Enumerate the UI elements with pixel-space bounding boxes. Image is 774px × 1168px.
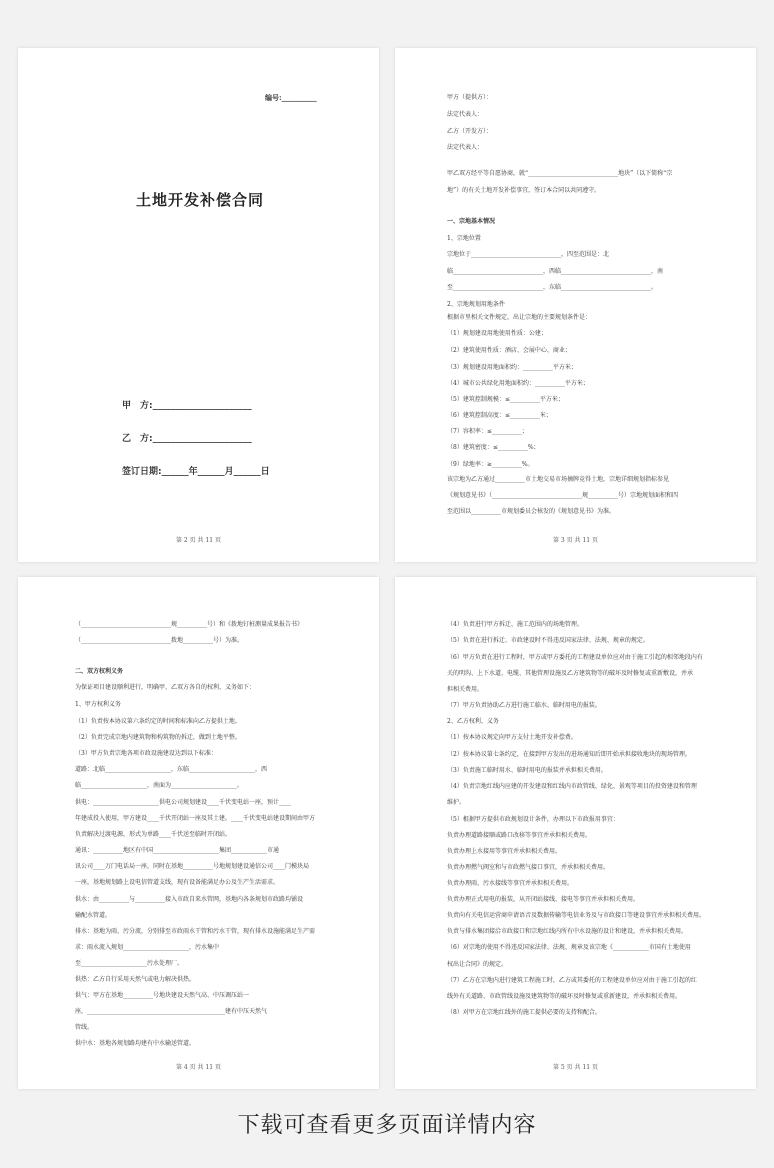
contract-text-line: （1）负责按本协议第六条约定的时间和标准向乙方提供土地。: [75, 718, 241, 725]
contract-text-line: 法定代表人：: [447, 111, 484, 118]
contract-text-line: 甲乙双方经平等自愿协商，就“______________________________地块”（以下简称“宗: [447, 170, 673, 177]
page-number: 第 3 页 共 11 页: [553, 537, 598, 544]
contract-text-line: 负责办理正式用电的报装，从开闭站接线、接电等事宜并承担相关费用。: [447, 896, 640, 903]
contract-text-line: （2）建筑使用性质：酒店、会展中心、商业；: [447, 347, 571, 354]
contract-text-line: 求：雨水流入规划______________________，污水集中: [75, 944, 220, 951]
contract-text-line: 关的明沟、上下水道、电缆、其他管理设施及乙方建筑物等的破坏及时修复或重新敷设，并承: [447, 670, 694, 677]
contract-page-3: [18, 577, 379, 1089]
contract-text-line: （6）对宗地的使用不得违反国家法律、法规、规章及该宗地《____________市国有土地使用: [447, 944, 691, 951]
contract-text-line: 负责办理道路接顺或路口改移等事宜并承担相关费用。: [447, 832, 592, 839]
contract-page-4: [395, 577, 756, 1089]
contract-text-line: 1、宗地位置: [447, 235, 481, 242]
contract-text-line: 2、乙方权利、义务: [447, 718, 499, 725]
contract-text-line: （6）建筑控制高度：≤__________米；: [447, 412, 552, 419]
page-number: 第 2 页 共 11 页: [176, 537, 221, 544]
contract-text-line: （7）甲方负责协助乙方进行施工临水、临时用电的报装。: [447, 702, 601, 709]
contract-text-line: 维护。: [447, 799, 466, 806]
contract-text-line: 为保证项目建设顺利进行，明确甲、乙双方各自的权利、义务如下：: [75, 684, 256, 691]
contract-text-line: 至范围以__________市规划委员会核发的《规划意见书》为准。: [447, 508, 616, 515]
contract-text-line: 负责办理雨、污水接线等事宜并承担相关费用。: [447, 880, 574, 887]
contract-text-line: （1）按本协议规定向甲方支付土地开发补偿费。: [447, 734, 577, 741]
contract-text-line: 权出让合同》的规定。: [447, 961, 508, 968]
contract-text-line: 1、甲方权利义务: [75, 701, 121, 708]
contract-text-line: 地”）的有关土地开发补偿事宜，签订本合同以共同遵守。: [447, 187, 601, 194]
contract-text-line: （3）甲方负责宗地各项市政设施建设达到以下标准：: [75, 750, 217, 757]
contract-text-line: 2、宗地规划用地条件: [447, 301, 505, 308]
contract-text-line: 至______________________________，东临______________________________。: [447, 284, 658, 291]
contract-text-line: （4）负责进行甲方拆迁、施工范围内的场地管理。: [447, 621, 583, 628]
contract-text-line: 年建成投入使用，甲方建设____千伏开闭站一座及其土建。____千伏变电站建设期间由甲方: [75, 815, 316, 822]
contract-text-line: （7）乙方在宗地内进行建筑工程施工时，乙方或其委托的工程建设单位应对由于施工引起的红: [447, 977, 697, 984]
contract-text-line: （______________________________规__________号）和《拨地钉桩测量成果报告书》: [75, 621, 304, 628]
section-heading: 二、双方权利义务: [75, 668, 124, 675]
contract-text-line: 临______________________，南面为______________________。: [75, 782, 244, 789]
contract-text-line: （______________________________拨地__________号）为准。: [75, 637, 244, 644]
contract-text-line: （2）负责完成宗地内建筑物和构筑物的拆迁，做到土地平整。: [75, 734, 241, 741]
contract-text-line: 供电：______________________供电公司规划建设____千伏变电站一座，预计____: [75, 799, 292, 806]
contract-text-line: （2）按本协议第七条约定，在接到甲方发出的进场通知后即开始承担接收地块的现场管理。: [447, 751, 691, 758]
contract-text-line: （3）规划建设用地面积约：__________平方米；: [447, 364, 577, 371]
contract-text-line: 通讯：__________地区有中国______________________集团____________市通: [75, 847, 280, 854]
contract-text-line: 乙方（开发方）：: [447, 128, 493, 135]
contract-text-line: 排水：基地为雨、污分流，分别排至市政雨水干管和污水干管，现有排水设施能满足生产需: [75, 928, 316, 935]
contract-text-line: 《规划意见书》（______________________________规__________号）宗地规划面积和四: [447, 492, 679, 499]
signing-date-line: 签订日期:______年______月______日: [122, 467, 270, 477]
contract-page-2: [395, 48, 756, 562]
contract-text-line: 座，______________________________________________建有中压天然气: [75, 1008, 268, 1015]
contract-text-line: 该宗地为乙方通过__________市土地交易市场摘牌竞得土地，宗地详细规划指标参见: [447, 476, 670, 483]
contract-text-line: （7）容积率：≤__________；: [447, 428, 528, 435]
contract-text-line: 负责解决过渡电源，形式为单路____千伏送至临时开闭站。: [75, 831, 232, 838]
contract-text-line: 道路：北临______________________，东临______________________，西: [75, 766, 268, 773]
contract-text-line: 输配水管道。: [75, 912, 112, 919]
contract-text-line: 供中水：基地各规划路均建有中水输送管道。: [75, 1040, 196, 1047]
contract-text-line: 负责办理燃气阀室和与市政燃气接口事宜，并承担相关费用。: [447, 864, 610, 871]
contract-page-cover: [18, 48, 379, 562]
contract-text-line: 根据市里相关文件规定，出让宗地的主要规划条件是：: [447, 314, 592, 321]
contract-text-line: （1）规划建设用地使用性质：公建；: [447, 330, 547, 337]
contract-text-line: 负责办理上水接用等事宜并承担相关费用。: [447, 848, 562, 855]
contract-text-line: 担相关费用。: [447, 686, 484, 693]
contract-text-line: 一座，基地规划路上设电信管道支线，现有设备能满足办公及生产生活需求。: [75, 879, 280, 886]
contract-text-line: （5）负责在进行拆迁、市政建设时不得违反国家法律、法规、规章的规定。: [447, 637, 649, 644]
contract-text-line: （4）城市公共绿化用地面积约：__________平方米；: [447, 380, 589, 387]
contract-text-line: 线外有关道路、市政管线设施及建筑物等的破坏及时修复或重新建设，并承担相关费用。: [447, 993, 682, 1000]
section-heading: 一、宗地基本情况: [447, 218, 496, 225]
document-title: 土地开发补偿合同: [136, 191, 265, 209]
contract-text-line: （8）建筑密度：≤__________%；: [447, 444, 540, 451]
contract-text-line: 供热：乙方自行采用天然气或电力解决供热。: [75, 976, 196, 983]
contract-text-line: 宗地位于______________________________，四至范围是：北: [447, 251, 610, 258]
contract-text-line: （9）绿地率：≥__________%。: [447, 461, 534, 468]
contract-text-line: （3）负责施工临时用水、临时用电的报装并承担相关费用。: [447, 767, 607, 774]
contract-text-line: 至______________________污水处理厂。: [75, 960, 184, 967]
contract-text-line: （8）对甲方在宗地红线外的施工提供必要的支持和配合。: [447, 1009, 601, 1016]
contract-text-line: 管线。: [75, 1024, 94, 1031]
contract-text-line: （4）负责宗地红线内应建的开发建设和红线内市政管线、绿化、景观等项目的投资建设和管理: [447, 783, 697, 790]
contract-text-line: （5）建筑控制规模：≤__________平方米；: [447, 396, 564, 403]
party-a-line: 甲 方:______________________: [122, 401, 252, 411]
contract-text-line: 负责与排水集团接洽市政接口和宗地红线内所有中水设施的设计和建设，并承担相关费用。: [447, 928, 688, 935]
page-number: 第 5 页 共 11 页: [553, 1064, 598, 1071]
contract-text-line: 法定代表人：: [447, 144, 484, 151]
party-b-line: 乙 方:______________________: [122, 434, 252, 444]
contract-text-line: 讯公司____万门电话局一座，同时在基地__________号地规划建设通信公司____门模块局: [75, 863, 310, 870]
contract-text-line: （5）根据甲方提供市政规划设计条件，办理以下市政报用事宜：: [447, 816, 619, 823]
serial-number: 编号:__________: [265, 93, 317, 102]
contract-text-line: 供水：由__________与__________接入市政自来水管网，基地内各条规划市政路均铺设: [75, 896, 304, 903]
page-number: 第 4 页 共 11 页: [176, 1064, 221, 1071]
contract-text-line: 负责向有关电信运营商申请语音及数据传输等电信业务及与市政接口等建设事宜并承担相关费用。: [447, 912, 706, 919]
contract-text-line: 供气：甲方在基地__________号地块建设天然气高、中压调压站一: [75, 992, 250, 999]
contract-text-line: 临______________________________，西临______________________________，南: [447, 268, 664, 275]
contract-text-line: 甲方（提供方）：: [447, 94, 493, 101]
download-prompt-text: 下载可查看更多页面详情内容: [237, 1113, 537, 1138]
contract-text-line: （6）甲方负责在进行工程时，甲方或甲方委托的工程建设单位应对由于施工引起的相邻地段内有: [447, 654, 703, 661]
